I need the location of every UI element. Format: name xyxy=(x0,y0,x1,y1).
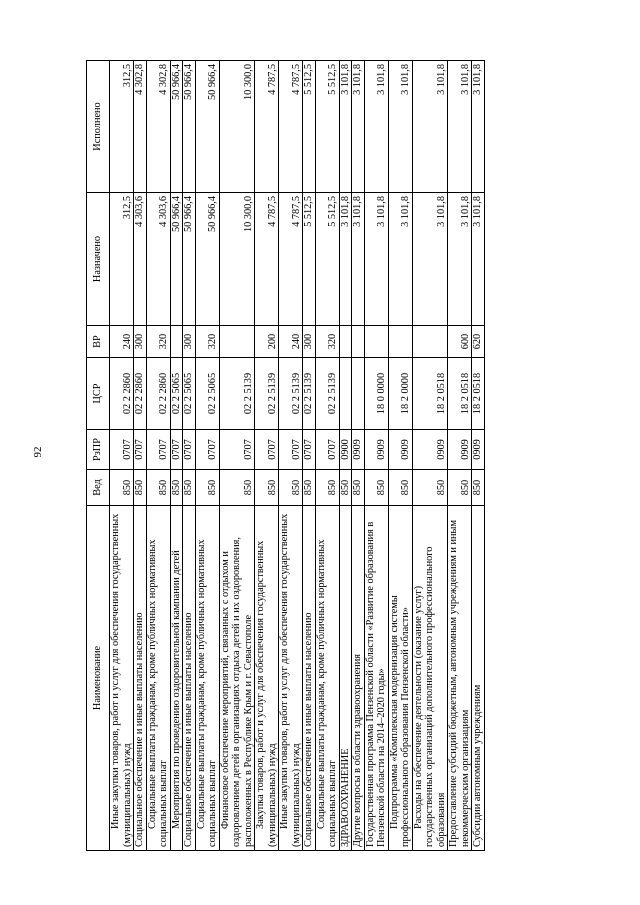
row-csr-cell: 02 2 5139 xyxy=(303,358,316,430)
row-vr-cell xyxy=(219,326,255,358)
row-name-cell: Социальные выплаты гражданам, кроме публичных нормативных социальных выплат xyxy=(315,506,339,851)
row-executed-cell: 50 966,4 xyxy=(170,61,183,193)
row-ved-cell: 850 xyxy=(183,470,196,506)
row-ved-cell: 850 xyxy=(448,470,472,506)
row-executed-cell: 4 787,5 xyxy=(255,61,279,193)
row-name-cell: Иные закупки товаров, работ и услуг для обеспечения государственных (муниципальных) нужд xyxy=(279,506,303,851)
row-assigned-cell: 312,5 xyxy=(110,193,134,326)
header-name: Наименование xyxy=(87,506,110,851)
row-assigned-cell: 3 101,8 xyxy=(448,193,472,326)
row-rzpr-cell: 0707 xyxy=(146,430,170,470)
row-executed-cell: 10 300,0 xyxy=(219,61,255,193)
row-csr-cell: 02 2 5139 xyxy=(279,358,303,430)
row-assigned-cell: 5 512,5 xyxy=(315,193,339,326)
row-assigned-cell: 50 966,4 xyxy=(170,193,183,326)
row-name-cell: Расходы на обеспечение деятельности (оказание услуг) государственных организаций дополнительного профессионального образования xyxy=(412,506,448,851)
row-name-cell: Финансовое обеспечение мероприятий, связанных с отдыхом и оздоровлением детей в организациях отдыха детей и их оздоровления, расположенных в Республике Крым и г. Севастополе xyxy=(219,506,255,851)
row-csr-cell: 18 2 0000 xyxy=(388,358,412,430)
header-rzpr: РзПР xyxy=(87,430,110,470)
header-csr: ЦСР xyxy=(87,358,110,430)
table-row xyxy=(279,61,303,851)
row-executed-cell: 4 787,5 xyxy=(279,61,303,193)
row-rzpr-cell: 0707 xyxy=(170,430,183,470)
row-name-cell: Социальное обеспечение и иные выплаты населению xyxy=(183,506,196,851)
row-rzpr-cell: 0707 xyxy=(303,430,316,470)
row-rzpr-cell: 0707 xyxy=(195,430,219,470)
row-vr-cell: 320 xyxy=(195,326,219,358)
row-csr-cell: 18 2 0518 xyxy=(472,358,485,430)
row-executed-cell: 3 101,8 xyxy=(472,61,485,193)
table-row xyxy=(388,61,412,851)
row-vr-cell xyxy=(339,326,352,358)
table-row xyxy=(146,61,170,851)
row-ved-cell: 850 xyxy=(388,470,412,506)
table-row xyxy=(472,61,485,851)
header-assigned: Назначено xyxy=(87,193,110,326)
row-rzpr-cell: 0909 xyxy=(364,430,388,470)
table-row xyxy=(364,61,388,851)
row-name-cell: Социальные выплаты гражданам, кроме публичных нормативных социальных выплат xyxy=(195,506,219,851)
row-ved-cell: 850 xyxy=(170,470,183,506)
row-name-cell: Социальное обеспечение и иные выплаты населению xyxy=(303,506,316,851)
row-csr-cell: 02 2 5139 xyxy=(219,358,255,430)
row-vr-cell xyxy=(388,326,412,358)
row-vr-cell: 240 xyxy=(279,326,303,358)
row-assigned-cell: 3 101,8 xyxy=(472,193,485,326)
row-ved-cell: 850 xyxy=(255,470,279,506)
row-vr-cell: 300 xyxy=(183,326,196,358)
row-rzpr-cell: 0707 xyxy=(134,430,147,470)
row-vr-cell xyxy=(170,326,183,358)
row-assigned-cell: 50 966,4 xyxy=(195,193,219,326)
row-executed-cell: 5 512,5 xyxy=(303,61,316,193)
table-row xyxy=(195,61,219,851)
row-name-cell: Предоставление субсидий бюджетным, автономным учреждениям и иным некоммерческим организациям xyxy=(448,506,472,851)
row-vr-cell xyxy=(412,326,448,358)
row-executed-cell: 50 966,4 xyxy=(183,61,196,193)
table-row xyxy=(219,61,255,851)
row-rzpr-cell: 0900 xyxy=(339,430,352,470)
row-vr-cell xyxy=(364,326,388,358)
row-csr-cell: 18 2 0518 xyxy=(448,358,472,430)
row-rzpr-cell: 0909 xyxy=(352,430,365,470)
row-name-cell: Социальные выплаты гражданам, кроме публичных нормативных социальных выплат xyxy=(146,506,170,851)
row-ved-cell: 850 xyxy=(315,470,339,506)
row-executed-cell: 50 966,4 xyxy=(195,61,219,193)
header-ved: Вед xyxy=(87,470,110,506)
row-executed-cell: 3 101,8 xyxy=(388,61,412,193)
table-row xyxy=(183,61,196,851)
table-row xyxy=(255,61,279,851)
row-csr-cell: 02 2 5139 xyxy=(315,358,339,430)
row-rzpr-cell: 0909 xyxy=(388,430,412,470)
row-vr-cell: 200 xyxy=(255,326,279,358)
row-ved-cell: 850 xyxy=(303,470,316,506)
table-body xyxy=(110,61,485,851)
row-assigned-cell: 10 300,0 xyxy=(219,193,255,326)
row-assigned-cell: 3 101,8 xyxy=(388,193,412,326)
row-assigned-cell: 4 303,6 xyxy=(134,193,147,326)
row-executed-cell: 3 101,8 xyxy=(352,61,365,193)
table-row xyxy=(448,61,472,851)
row-csr-cell: 02 2 2860 xyxy=(134,358,147,430)
row-csr-cell: 02 2 5065 xyxy=(183,358,196,430)
row-csr-cell: 02 2 2860 xyxy=(146,358,170,430)
row-executed-cell: 4 302,8 xyxy=(146,61,170,193)
row-executed-cell: 5 512,5 xyxy=(315,61,339,193)
row-name-cell: Социальное обеспечение и иные выплаты населению xyxy=(134,506,147,851)
row-ved-cell: 850 xyxy=(110,470,134,506)
row-rzpr-cell: 0707 xyxy=(279,430,303,470)
row-name-cell: Государственная программа Пензенской области «Развитие образования в Пензенской области на 2014–2020 годы» xyxy=(364,506,388,851)
row-vr-cell: 320 xyxy=(315,326,339,358)
row-vr-cell: 240 xyxy=(110,326,134,358)
row-executed-cell: 3 101,8 xyxy=(412,61,448,193)
row-csr-cell: 02 2 5065 xyxy=(170,358,183,430)
row-vr-cell: 300 xyxy=(134,326,147,358)
table-header-row xyxy=(87,61,110,851)
row-executed-cell: 4 302,8 xyxy=(134,61,147,193)
row-ved-cell: 850 xyxy=(472,470,485,506)
row-ved-cell: 850 xyxy=(219,470,255,506)
row-ved-cell: 850 xyxy=(134,470,147,506)
row-vr-cell: 300 xyxy=(303,326,316,358)
row-name-cell: Иные закупки товаров, работ и услуг для обеспечения государственных (муниципальных) нужд xyxy=(110,506,134,851)
header-executed: Исполнено xyxy=(87,61,110,193)
row-assigned-cell: 4 303,6 xyxy=(146,193,170,326)
row-vr-cell xyxy=(352,326,365,358)
row-executed-cell: 3 101,8 xyxy=(339,61,352,193)
budget-table-container xyxy=(86,61,584,851)
row-assigned-cell: 4 787,5 xyxy=(255,193,279,326)
row-ved-cell: 850 xyxy=(364,470,388,506)
row-assigned-cell: 3 101,8 xyxy=(364,193,388,326)
row-assigned-cell: 50 966,4 xyxy=(183,193,196,326)
row-assigned-cell: 4 787,5 xyxy=(279,193,303,326)
table-row xyxy=(110,61,134,851)
row-rzpr-cell: 0707 xyxy=(255,430,279,470)
row-ved-cell: 850 xyxy=(352,470,365,506)
table-row xyxy=(352,61,365,851)
row-ved-cell: 850 xyxy=(146,470,170,506)
row-executed-cell: 3 101,8 xyxy=(364,61,388,193)
table-row xyxy=(339,61,352,851)
row-csr-cell xyxy=(339,358,352,430)
header-vr: ВР xyxy=(87,326,110,358)
table-row xyxy=(303,61,316,851)
row-csr-cell: 02 2 2860 xyxy=(110,358,134,430)
row-ved-cell: 850 xyxy=(339,470,352,506)
row-csr-cell: 18 2 0518 xyxy=(412,358,448,430)
row-vr-cell: 600 xyxy=(448,326,472,358)
row-assigned-cell: 3 101,8 xyxy=(412,193,448,326)
row-csr-cell xyxy=(352,358,365,430)
row-executed-cell: 312,5 xyxy=(110,61,134,193)
row-assigned-cell: 5 512,5 xyxy=(303,193,316,326)
row-rzpr-cell: 0707 xyxy=(219,430,255,470)
budget-table xyxy=(86,60,485,851)
row-name-cell: Другие вопросы в области здравоохранения xyxy=(352,506,365,851)
row-ved-cell: 850 xyxy=(279,470,303,506)
row-csr-cell: 02 2 5065 xyxy=(195,358,219,430)
row-assigned-cell: 3 101,8 xyxy=(352,193,365,326)
row-executed-cell: 3 101,8 xyxy=(448,61,472,193)
row-csr-cell: 02 2 5139 xyxy=(255,358,279,430)
table-row xyxy=(315,61,339,851)
page-number: 92 xyxy=(32,446,44,458)
row-rzpr-cell: 0707 xyxy=(183,430,196,470)
row-name-cell: Закупка товаров, работ и услуг для обеспечения государственных (муниципальных) нужд xyxy=(255,506,279,851)
row-rzpr-cell: 0707 xyxy=(315,430,339,470)
table-row xyxy=(412,61,448,851)
row-ved-cell: 850 xyxy=(195,470,219,506)
row-name-cell: Подпрограмма «Комплексная модернизация системы профессионального образования Пензенской области» xyxy=(388,506,412,851)
row-csr-cell: 18 0 0000 xyxy=(364,358,388,430)
row-rzpr-cell: 0909 xyxy=(412,430,448,470)
row-vr-cell: 620 xyxy=(472,326,485,358)
row-assigned-cell: 3 101,8 xyxy=(339,193,352,326)
row-rzpr-cell: 0707 xyxy=(110,430,134,470)
row-name-cell: Мероприятия по проведению оздоровительной кампании детей xyxy=(170,506,183,851)
row-name-cell: Субсидии автономным учреждениям xyxy=(472,506,485,851)
row-vr-cell: 320 xyxy=(146,326,170,358)
table-row xyxy=(170,61,183,851)
row-name-cell: ЗДРАВООХРАНЕНИЕ xyxy=(339,506,352,851)
row-rzpr-cell: 0909 xyxy=(448,430,472,470)
table-row xyxy=(134,61,147,851)
row-rzpr-cell: 0909 xyxy=(472,430,485,470)
row-ved-cell: 850 xyxy=(412,470,448,506)
